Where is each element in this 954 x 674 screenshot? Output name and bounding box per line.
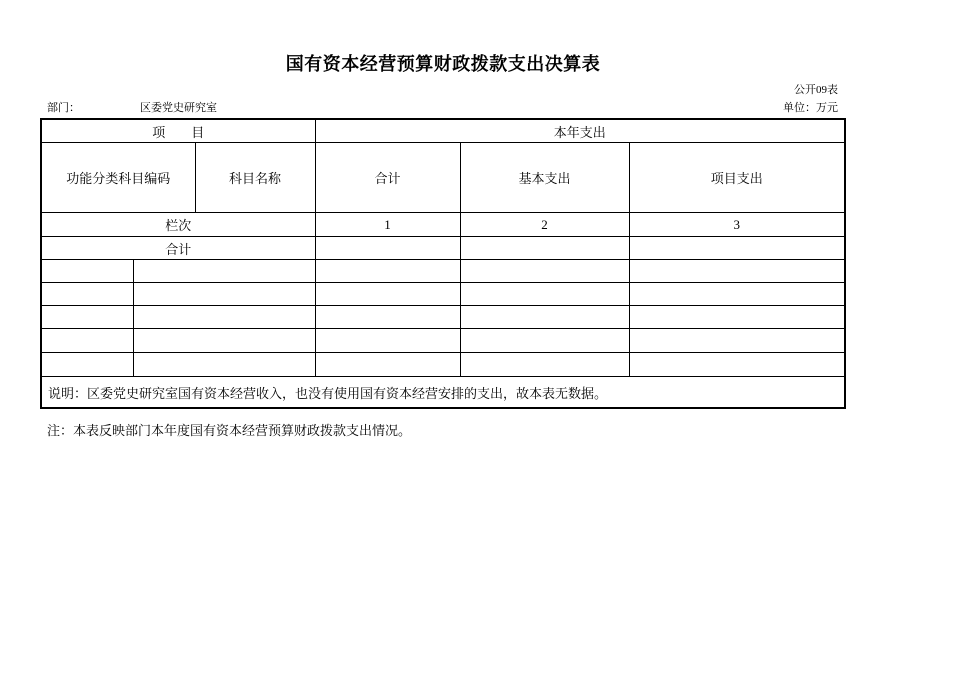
empty-cell bbox=[460, 260, 629, 283]
expenditure-table bbox=[40, 118, 846, 409]
note-row bbox=[41, 377, 845, 409]
empty-cell bbox=[41, 260, 133, 283]
header-subject-name: 科目名称 bbox=[195, 143, 315, 213]
empty-cell bbox=[41, 329, 133, 353]
table-note: 说明：区委党史研究室国有资本经营收入，也没有使用国有资本经营安排的支出，故本表无数据。 bbox=[41, 377, 845, 409]
empty-cell bbox=[629, 329, 845, 353]
header-function-code: 功能分类科目编码 bbox=[41, 143, 195, 213]
header-row-1 bbox=[41, 119, 845, 143]
header-item: 项 目 bbox=[41, 119, 315, 143]
index-2: 2 bbox=[460, 213, 629, 237]
empty-cell bbox=[315, 306, 460, 329]
index-3: 3 bbox=[629, 213, 845, 237]
table-row bbox=[41, 283, 845, 306]
header-row-2 bbox=[41, 143, 845, 213]
header-project-expenditure: 项目支出 bbox=[629, 143, 845, 213]
empty-cell bbox=[629, 260, 845, 283]
table-row bbox=[41, 260, 845, 283]
empty-cell bbox=[460, 237, 629, 260]
table-row bbox=[41, 329, 845, 353]
empty-cell bbox=[41, 353, 133, 377]
header-total: 合计 bbox=[315, 143, 460, 213]
empty-cell bbox=[133, 260, 315, 283]
form-number: 公开09表 bbox=[794, 84, 838, 96]
empty-cell bbox=[133, 353, 315, 377]
empty-cell bbox=[629, 283, 845, 306]
index-row-label: 栏次 bbox=[41, 213, 315, 237]
empty-cell bbox=[460, 329, 629, 353]
empty-cell bbox=[41, 306, 133, 329]
empty-cell bbox=[460, 353, 629, 377]
empty-cell bbox=[133, 283, 315, 306]
footnote: 注：本表反映部门本年度国有资本经营预算财政拨款支出情况。 bbox=[47, 423, 412, 438]
empty-cell bbox=[629, 237, 845, 260]
empty-cell bbox=[460, 306, 629, 329]
empty-cell bbox=[315, 260, 460, 283]
empty-cell bbox=[460, 283, 629, 306]
table-row bbox=[41, 306, 845, 329]
empty-cell bbox=[315, 329, 460, 353]
document-title: 国有资本经营预算财政拨款支出决算表 bbox=[285, 54, 601, 74]
empty-cell bbox=[133, 329, 315, 353]
unit-label: 单位：万元 bbox=[783, 102, 838, 114]
total-row bbox=[41, 237, 845, 260]
empty-cell bbox=[315, 237, 460, 260]
department-label: 部门： bbox=[47, 102, 80, 114]
empty-cell bbox=[629, 353, 845, 377]
empty-cell bbox=[41, 283, 133, 306]
index-row bbox=[41, 213, 845, 237]
empty-cell bbox=[133, 306, 315, 329]
empty-cell bbox=[629, 306, 845, 329]
table-row bbox=[41, 353, 845, 377]
header-current-year-expenditure: 本年支出 bbox=[315, 119, 845, 143]
empty-cell bbox=[315, 353, 460, 377]
empty-cell bbox=[315, 283, 460, 306]
department-name: 区委党史研究室 bbox=[140, 102, 217, 114]
total-row-label: 合计 bbox=[41, 237, 315, 260]
header-basic-expenditure: 基本支出 bbox=[460, 143, 629, 213]
index-1: 1 bbox=[315, 213, 460, 237]
